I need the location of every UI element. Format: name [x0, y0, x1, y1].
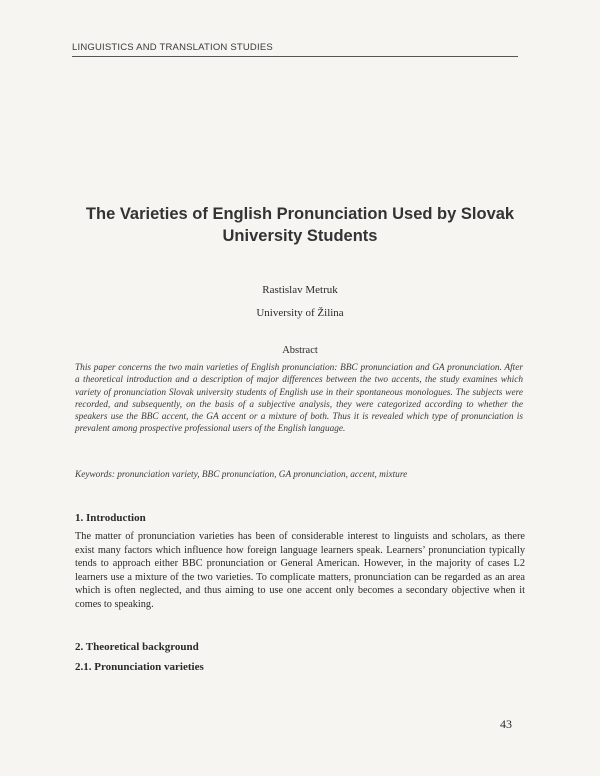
introduction-paragraph: The matter of pronunciation varieties has been of considerable interest to linguists and scholars, as there exist many factors which influence how foreign language learners speak. Learners’ pronunciation typically tends to approach either BBC pronunciation or General American. However, in the majority of cases L2 learners use a mixture of the two varieties. To complicate matters, pronunciation can be regarded as an area which is often neglected, and thus aiming to use one accent only becomes a secondary objective when it comes to speaking. [75, 531, 525, 610]
abstract-heading: Abstract [282, 345, 318, 356]
author-affiliation: University of Žilina [256, 307, 344, 319]
author-name: Rastislav Metruk [262, 284, 338, 296]
section-heading-introduction: 1. Introduction [75, 512, 146, 524]
subsection-heading-pronunciation-varieties: 2.1. Pronunciation varieties [75, 661, 204, 673]
paper-title: The Varieties of English Pronunciation Used by Slovak University Students [85, 205, 515, 245]
section-heading-theoretical-background: 2. Theoretical background [75, 641, 199, 653]
keywords: Keywords: pronunciation variety, BBC pronunciation, GA pronunciation, accent, mixture [75, 470, 408, 480]
running-head: LINGUISTICS AND TRANSLATION STUDIES [72, 42, 273, 53]
abstract-text: This paper concerns the two main varieties of English pronunciation: BBC pronunciation and GA pronunciation. After a theoretical introduction and a description of major differences between the two accents, the study examines which variety of pronunciation Slovak university students of English use in their spontaneous monologues. The subjects were recorded, and subsequently, on the basis of a subjective analysis, they were categorized according to whether the speakers use the BBC accent, the GA accent or a mixture of both. Thus it is revealed which type of pronunciation is prevalent among prospective professional users of the English language. [75, 363, 523, 435]
header-rule [72, 56, 518, 57]
page-number: 43 [500, 717, 512, 731]
